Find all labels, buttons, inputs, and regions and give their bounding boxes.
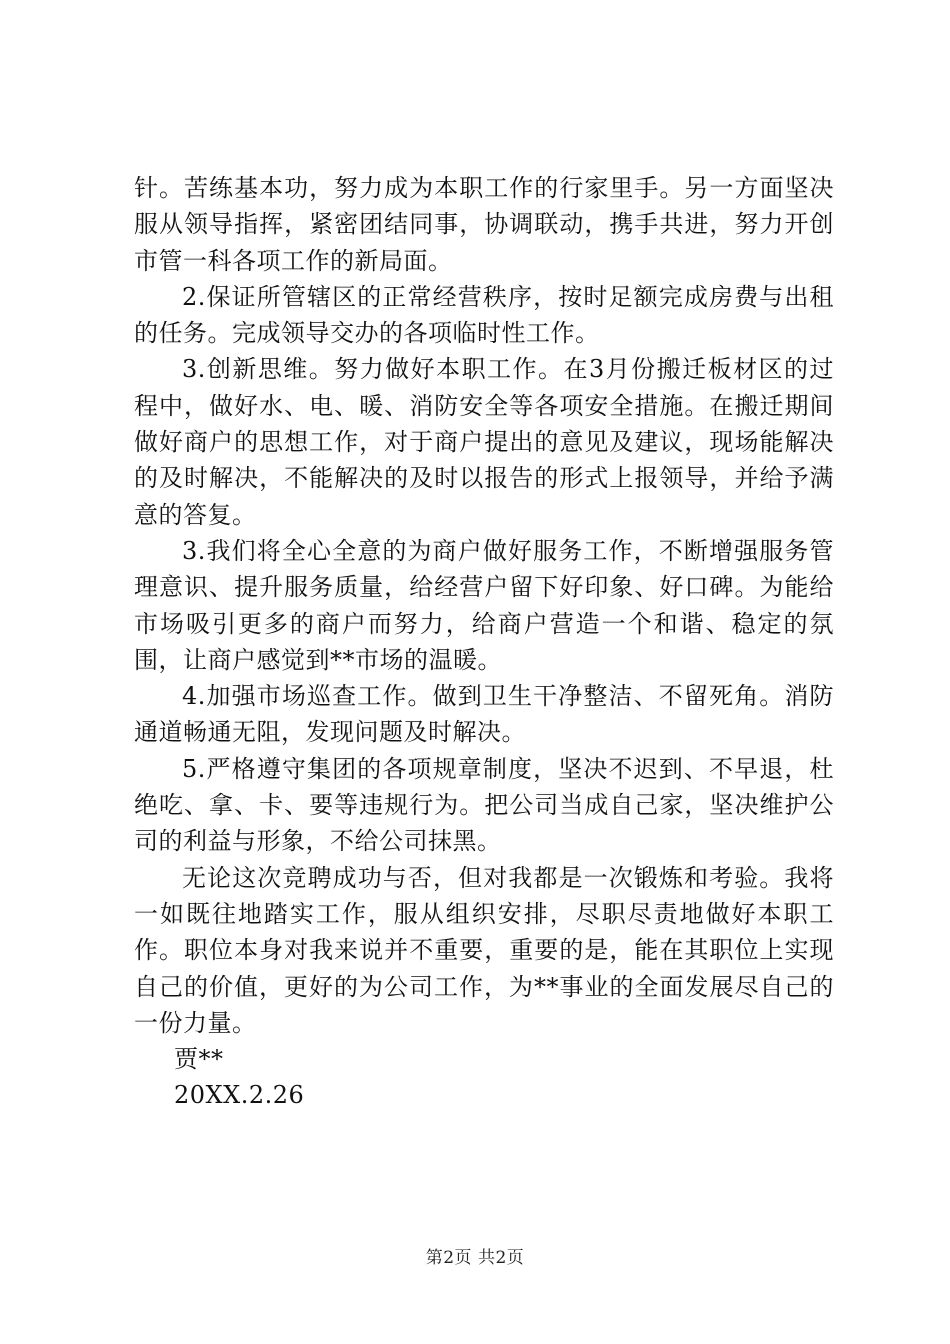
signature-date: 20XX.2.26 (174, 1081, 305, 1110)
page-footer: 第2页 共2页 (425, 1248, 525, 1268)
paragraph-1: 针。苦练基本功，努力成为本职工作的行家里手。另一方面坚决服从领导指挥，紧密团结同事，协调联动，携手共进，努力开创市管一科各项工作的新局面。 (134, 174, 834, 275)
paragraph-6: 5.严格遵守集团的各项规章制度，坚决不迟到、不早退，杜绝吃、拿、卡、要等违规行为。把公司当成自己家，坚决维护公司的利益与形象，不给公司抹黑。 (134, 754, 834, 856)
signature-name: 贾** (174, 1045, 224, 1074)
paragraph-3: 3.创新思维。努力做好本职工作。在3月份搬迁板材区的过程中，做好水、电、暖、消防安全等各项安全措施。在搬迁期间做好商户的思想工作，对于商户提出的意见及建议，现场能解决的及时解决，不能解决的及时以报告的形式上报领导，并给予满意的答复。 (134, 355, 834, 529)
paragraph-5: 4.加强市场巡查工作。做到卫生干净整洁、不留死角。消防通道畅通无阻，发现问题及时解决。 (134, 682, 834, 747)
paragraph-4: 3.我们将全心全意的为商户做好服务工作，不断增强服务管理意识、提升服务质量，给经营户留下好印象、好口碑。为能给市场吸引更多的商户而努力，给商户营造一个和谐、稳定的氛围，让商户感觉到**市场的温暖。 (134, 536, 834, 674)
paragraph-2: 2.保证所管辖区的正常经营秩序，按时足额完成房费与出租的任务。完成领导交办的各项临时性工作。 (134, 282, 834, 348)
paragraph-7: 无论这次竞聘成功与否，但对我都是一次锻炼和考验。我将一如既往地踏实工作，服从组织安排，尽职尽责地做好本职工作。职位本身对我来说并不重要，重要的是，能在其职位上实现自己的价值，更好的为公司工作，为**事业的全面发展尽自己的一份力量。 (134, 863, 834, 1037)
document-body (134, 170, 834, 1114)
